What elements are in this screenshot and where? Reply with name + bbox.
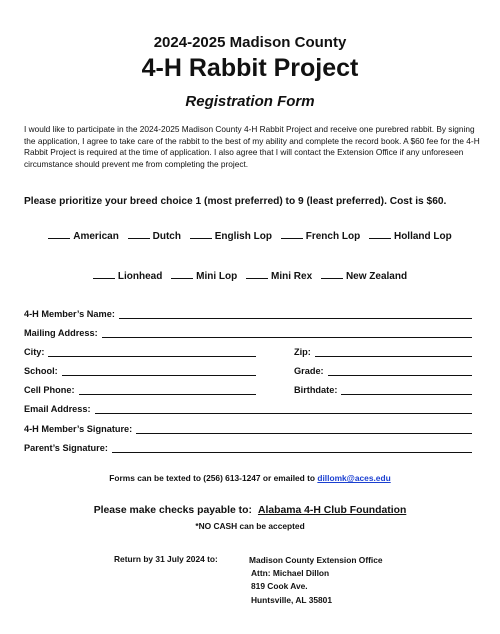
birthdate-field[interactable] xyxy=(341,384,472,395)
checks-payee: Alabama 4-H Club Foundation xyxy=(257,505,407,516)
grade-row xyxy=(294,365,472,376)
email-label: Email Address: xyxy=(24,404,91,414)
contact-line xyxy=(0,473,500,483)
priority-blank[interactable] xyxy=(321,269,343,279)
email-row xyxy=(24,403,472,414)
city-label: City: xyxy=(24,347,45,357)
member-name-field[interactable] xyxy=(119,308,472,319)
breed-choice-french-lop: French Lop xyxy=(281,229,360,242)
priority-blank[interactable] xyxy=(369,229,391,239)
cell-phone-row xyxy=(24,384,256,395)
return-by-label: Return by 31 July 2024 to: xyxy=(114,554,218,564)
page-subtitle: Registration Form xyxy=(185,93,315,110)
checks-text: Please make checks payable to: xyxy=(93,505,252,516)
return-address xyxy=(249,554,383,607)
member-signature-row xyxy=(24,423,472,434)
breed-choices-row-2 xyxy=(0,269,500,282)
breed-choice-mini-lop: Mini Lop xyxy=(171,269,237,282)
member-signature-field[interactable] xyxy=(136,423,472,434)
grade-label: Grade: xyxy=(294,366,324,376)
address-line: Madison County Extension Office xyxy=(249,555,383,565)
member-name-row xyxy=(24,308,472,319)
school-label: School: xyxy=(24,366,58,376)
cell-phone-field[interactable] xyxy=(79,384,256,395)
grade-field[interactable] xyxy=(328,365,472,376)
priority-blank[interactable] xyxy=(246,269,268,279)
breed-choice-american: American xyxy=(48,229,119,242)
birthdate-label: Birthdate: xyxy=(294,385,338,395)
zip-label: Zip: xyxy=(294,347,311,357)
breed-choices-row-1 xyxy=(0,229,500,242)
priority-blank[interactable] xyxy=(190,229,212,239)
breed-choice-lionhead: Lionhead xyxy=(93,269,162,282)
breed-choice-holland-lop: Holland Lop xyxy=(369,229,452,242)
priority-blank[interactable] xyxy=(281,229,303,239)
birthdate-row xyxy=(294,384,472,395)
priority-blank[interactable] xyxy=(171,269,193,279)
address-line: 819 Cook Ave. xyxy=(251,581,308,592)
address-line: Huntsville, AL 35801 xyxy=(251,594,332,605)
priority-blank[interactable] xyxy=(48,229,70,239)
breed-choice-dutch: Dutch xyxy=(128,229,181,242)
priority-blank[interactable] xyxy=(93,269,115,279)
zip-row xyxy=(294,346,472,357)
checks-payable-line xyxy=(0,505,500,516)
city-field[interactable] xyxy=(48,346,256,357)
breed-choice-mini-rex: Mini Rex xyxy=(246,269,312,282)
cell-phone-label: Cell Phone: xyxy=(24,385,75,395)
school-row xyxy=(24,365,256,376)
school-field[interactable] xyxy=(62,365,256,376)
priority-instructions: Please prioritize your breed choice 1 (most preferred) to 9 (least preferred). Cost is $60. xyxy=(24,196,447,207)
parent-signature-row xyxy=(24,442,472,453)
breed-choice-english-lop: English Lop xyxy=(190,229,272,242)
page-title: 4-H Rabbit Project xyxy=(141,54,359,82)
address-line: Attn: Michael Dillon xyxy=(251,568,330,579)
header-county-year: 2024-2025 Madison County xyxy=(153,34,347,51)
intro-paragraph: I would like to participate in the 2024-2025 Madison County 4-H Rabbit Project and receive one purebred rabbit. By signing the application, I agree to take care of the rabbit to the best of my ability and complete the record book. A $60 fee for the 4-H Rabbit Project is required at the time of application. I also agree that I will contact the Extension Office if any unforeseen circumstance should prevent me from completing the project. xyxy=(24,124,480,170)
mailing-address-field[interactable] xyxy=(102,327,472,338)
mailing-address-row xyxy=(24,327,472,338)
member-name-label: 4-H Member’s Name: xyxy=(24,309,115,319)
contact-text: Forms can be texted to (256) 613-1247 or emailed to xyxy=(109,473,316,483)
no-cash-note: *NO CASH can be accepted xyxy=(195,521,305,531)
mailing-address-label: Mailing Address: xyxy=(24,328,98,338)
priority-blank[interactable] xyxy=(128,229,150,239)
contact-email-link[interactable]: dillomk@aces.edu xyxy=(317,473,391,483)
zip-field[interactable] xyxy=(315,346,472,357)
city-row xyxy=(24,346,256,357)
member-signature-label: 4-H Member’s Signature: xyxy=(24,424,133,434)
breed-choice-new-zealand: New Zealand xyxy=(321,269,407,282)
email-field[interactable] xyxy=(95,403,472,414)
parent-signature-field[interactable] xyxy=(112,442,472,453)
parent-signature-label: Parent’s Signature: xyxy=(24,443,108,453)
